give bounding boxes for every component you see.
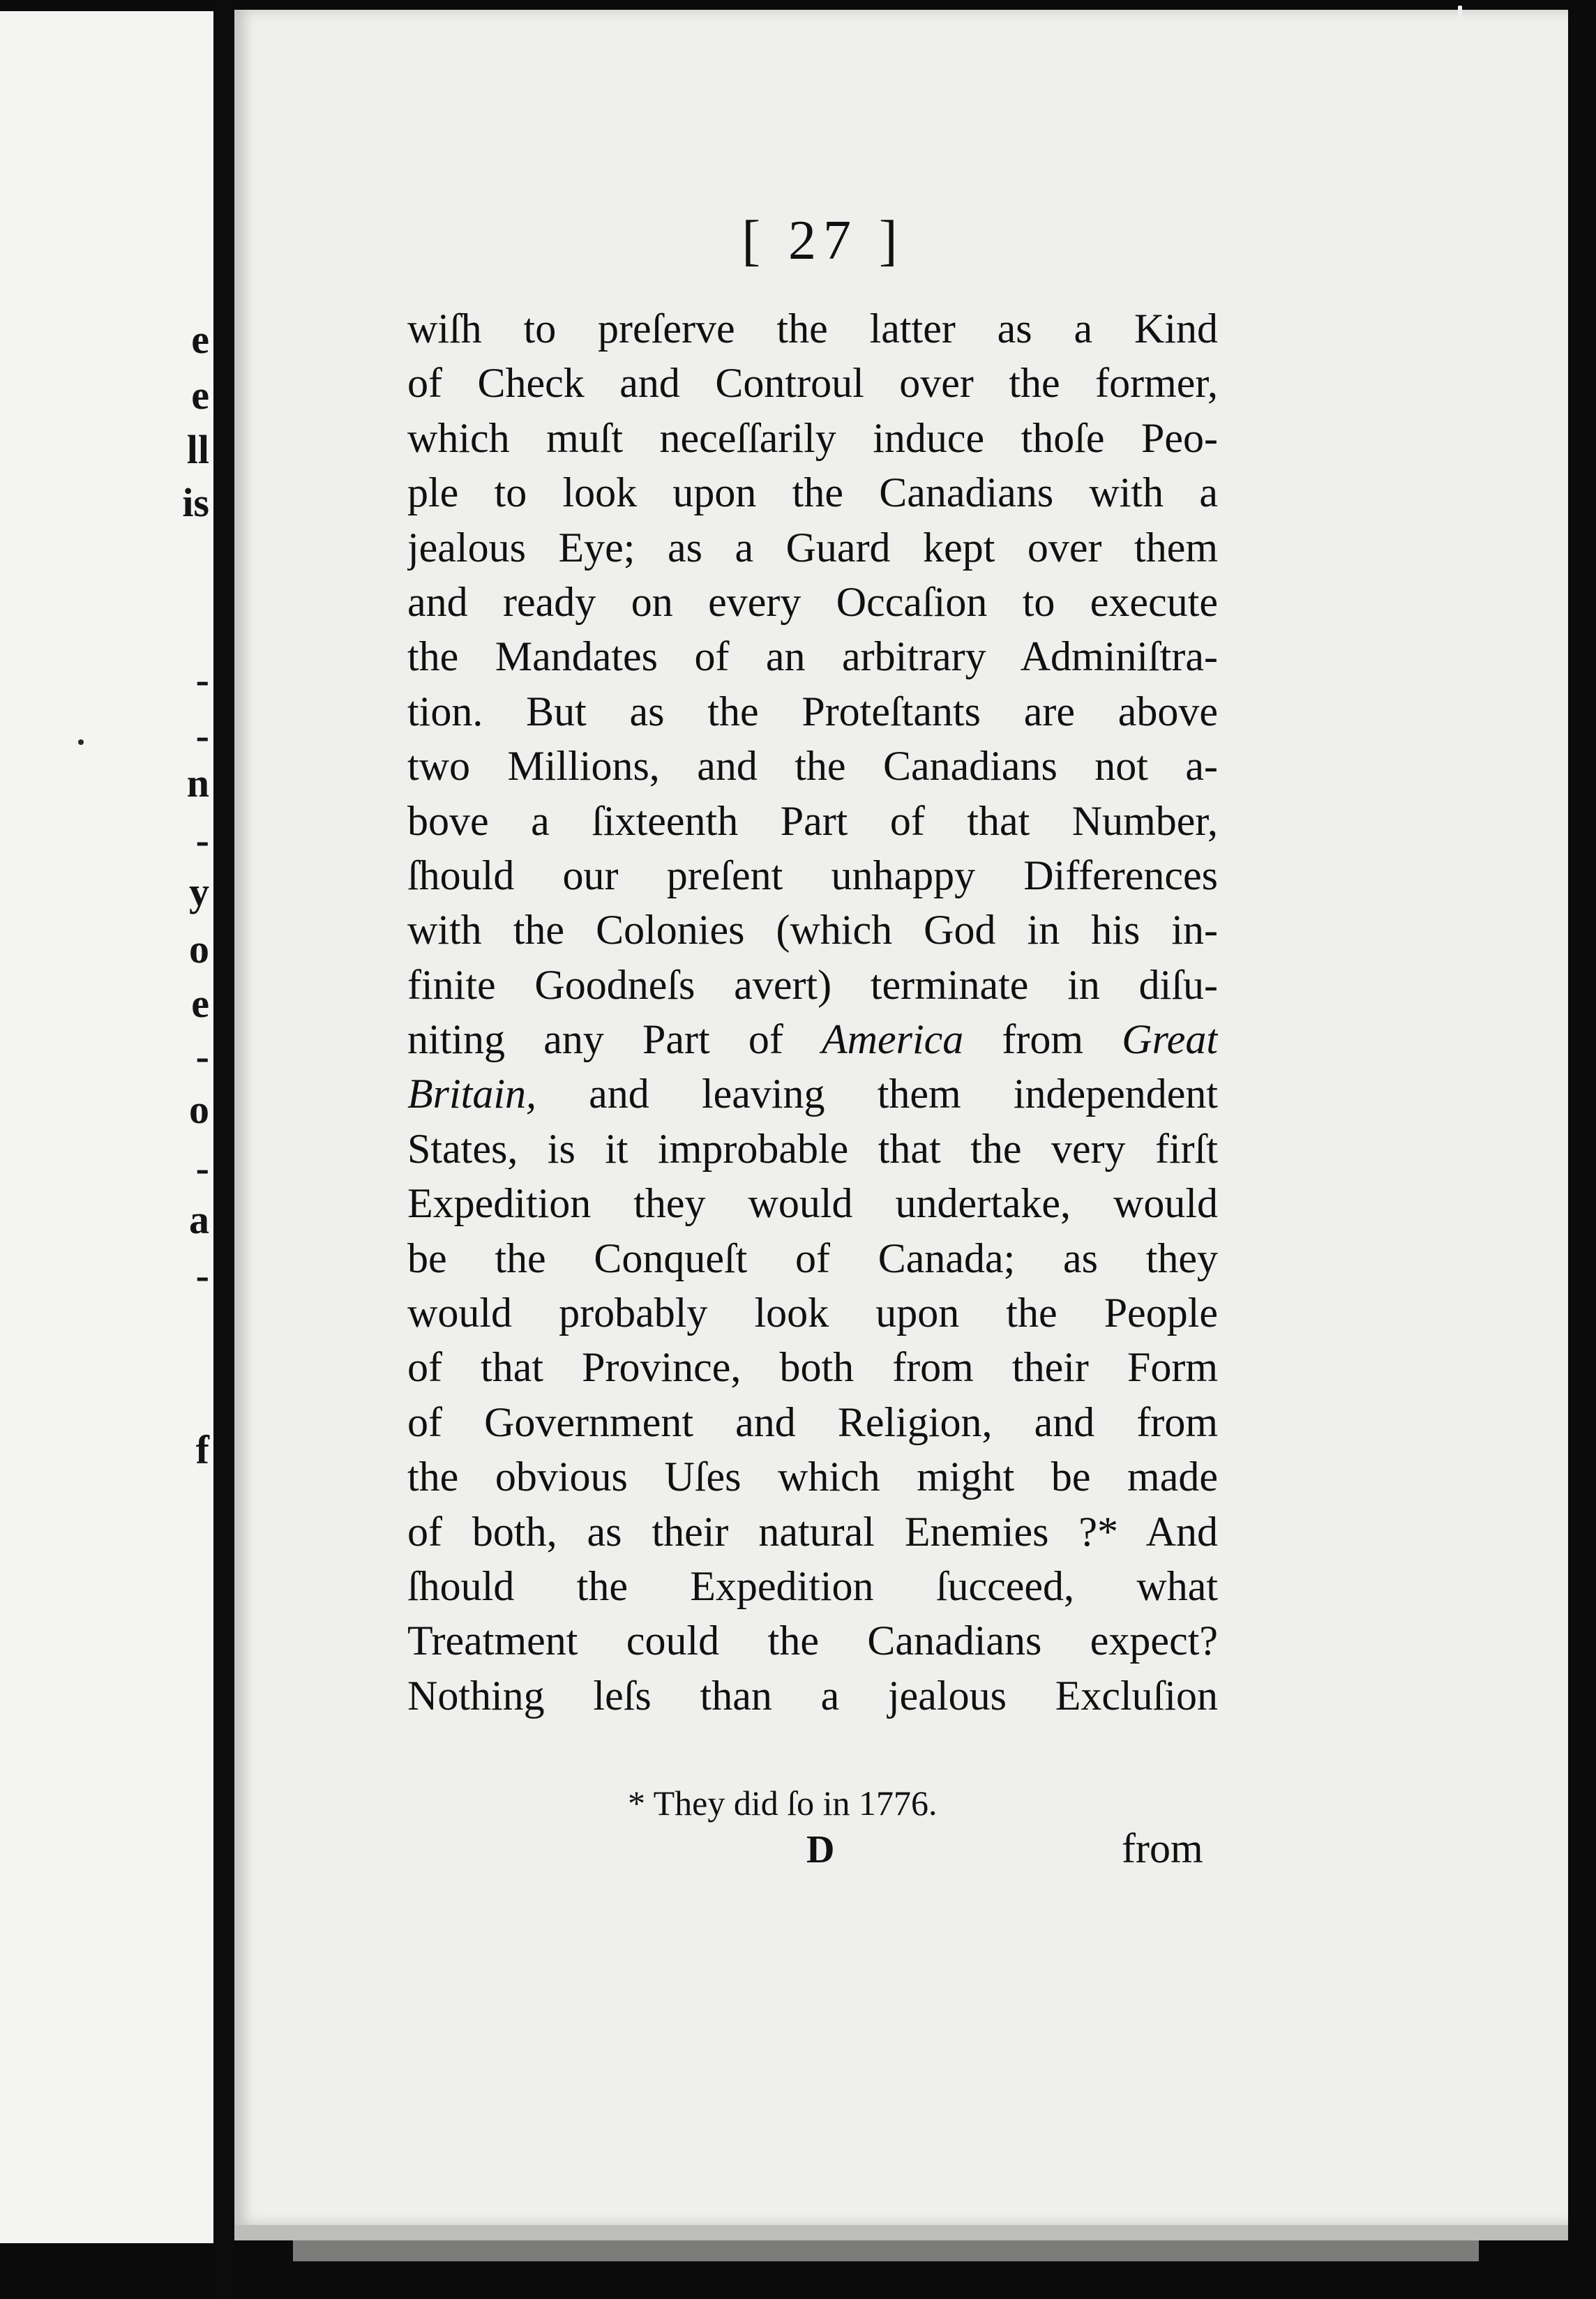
left-margin-fragment: o [189,926,209,972]
text-line: Nothing leſs than a jealous Excluſion [407,1672,1218,1719]
left-margin-fragment: e [191,981,209,1026]
left-margin-fragment: - [195,713,209,758]
text-line: Treatment could the Canadians expect? [407,1618,1218,1664]
previous-page-fragment [0,11,213,2243]
text-line: of both, as their natural Enemies ?* And [407,1508,1218,1555]
left-margin-fragment: ll [186,427,209,472]
left-margin-fragment: - [195,657,209,702]
text-line: of Check and Controul over the former, [407,360,1218,407]
text-line: tion. But as the Proteſtants are above [407,688,1218,734]
body-text [407,301,1218,1723]
text-line: of that Province, both from their Form [407,1344,1218,1391]
text-line-with-italics: Britain, and leaving them independent [407,1071,1218,1117]
signature-mark: D [806,1828,835,1871]
left-margin-fragment: o [189,1087,209,1132]
text-line: ſhould the Expedition ſucceed, what [407,1562,1218,1609]
text-line: which muſt neceſſarily induce thoſe Peo- [407,414,1218,461]
text-line: finite Goodneſs avert) terminate in diſu- [407,961,1218,1008]
text-line: wiſh to preſerve the latter as a Kind [407,306,1218,352]
text-line: would probably look upon the People [407,1290,1218,1336]
text-line: ſhould our preſent unhappy Differences [407,852,1218,898]
text-line: be the Conqueſt of Canada; as they [407,1235,1218,1281]
text-line: Expedition they would undertake, would [407,1180,1218,1227]
left-margin-fragment: e [191,372,209,418]
text-line: ple to look upon the Canadians with a [407,469,1218,516]
text-line: with the Colonies (which God in his in- [407,907,1218,953]
book-spine-gutter [213,0,234,2299]
paper-speck [78,739,84,745]
left-margin-fragment: y [189,869,209,914]
left-margin-fragment: - [195,1145,209,1191]
text-line: and ready on every Occaſion to execute [407,578,1218,625]
text-line: the obvious Uſes which might be made [407,1454,1218,1500]
text-line: of Government and Religion, and from [407,1399,1218,1445]
paper-speck [1458,6,1462,17]
page-number: [ 27 ] [741,210,905,271]
text-line-with-italics: niting any Part of America from Great [407,1016,1218,1063]
left-margin-fragment: n [186,760,209,806]
page-underside-shadow [293,2240,1479,2261]
text-line: bove a ſixteenth Part of that Number, [407,797,1218,844]
text-line: States, is it improbable that the very firſt [407,1125,1218,1172]
left-margin-fragment: - [195,1034,209,1079]
page-bottom-edge [234,2225,1568,2240]
left-margin-fragment: is [182,480,209,525]
left-margin-fragment: e [191,317,209,362]
left-margin-fragment: - [195,817,209,863]
text-line: jealous Eye; as a Guard kept over them [407,524,1218,571]
footnote: * They did ſo in 1776. [628,1784,938,1823]
catchword: from [1122,1825,1203,1871]
left-margin-fragment: - [195,1253,209,1298]
text-line: the Mandates of an arbitrary Adminiſtra- [407,633,1218,680]
left-margin-fragment: a [189,1197,209,1242]
text-line: two Millions, and the Canadians not a- [407,743,1218,790]
left-margin-fragment: f [195,1427,209,1472]
